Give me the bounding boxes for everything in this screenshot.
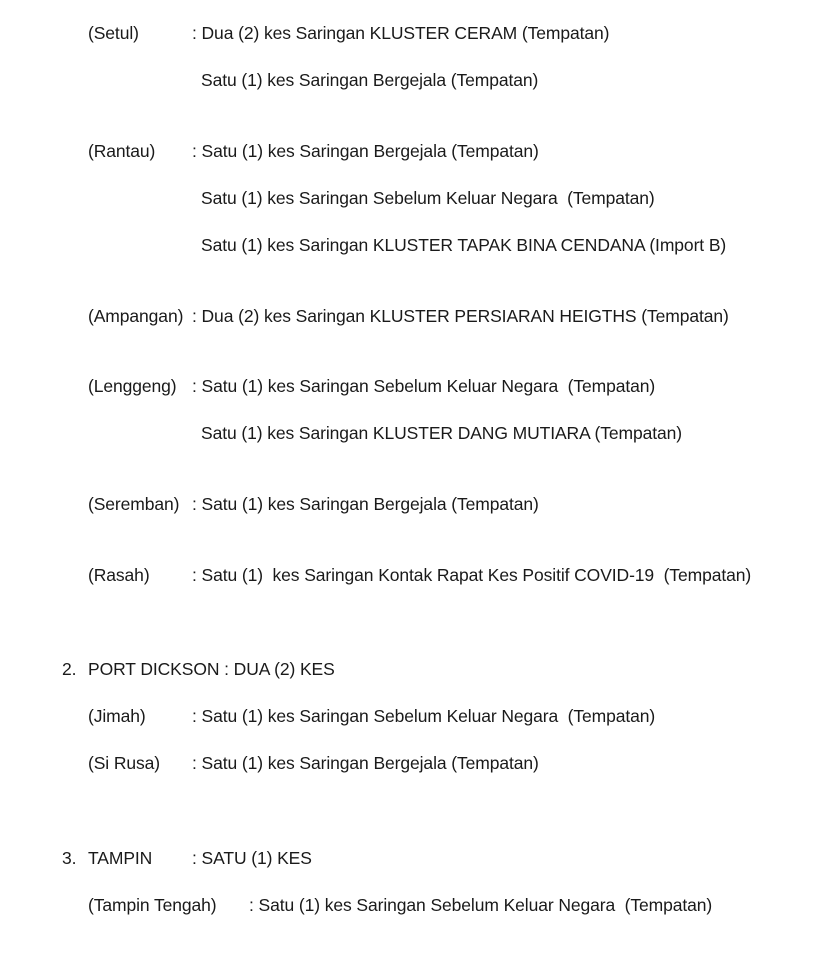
area-label-jimah: (Jimah): [88, 706, 146, 726]
area-label-setul: (Setul): [88, 23, 139, 43]
case-detail: : Satu (1) kes Saringan Sebelum Keluar Negara (Tempatan): [249, 895, 713, 915]
case-detail: Satu (1) kes Saringan Bergejala (Tempatan): [201, 70, 539, 90]
district-heading: TAMPIN: [88, 848, 153, 868]
case-detail: : Satu (1) kes Saringan Bergejala (Tempatan): [192, 494, 539, 514]
case-detail: : Dua (2) kes Saringan KLUSTER CERAM (Tempatan): [192, 23, 610, 43]
case-detail: Satu (1) kes Saringan Sebelum Keluar Negara (Tempatan): [201, 188, 655, 208]
case-detail: : Satu (1) kes Saringan Bergejala (Tempatan): [192, 141, 539, 161]
case-detail: : Satu (1) kes Saringan Bergejala (Tempatan): [192, 753, 539, 773]
case-detail: : Dua (2) kes Saringan KLUSTER PERSIARAN HEIGTHS (Tempatan): [192, 306, 729, 326]
case-detail: : Satu (1) kes Saringan Kontak Rapat Kes Positif COVID-19 (Tempatan): [192, 565, 752, 585]
area-label-rantau: (Rantau): [88, 141, 156, 161]
district-number: 2.: [62, 659, 77, 679]
area-label-si-rusa: (Si Rusa): [88, 753, 161, 773]
area-label-lenggeng: (Lenggeng): [88, 376, 177, 396]
district-heading: PORT DICKSON : DUA (2) KES: [88, 659, 335, 679]
case-detail: : Satu (1) kes Saringan Sebelum Keluar Negara (Tempatan): [192, 706, 656, 726]
district-number: 3.: [62, 848, 77, 868]
area-label-ampangan: (Ampangan): [88, 306, 184, 326]
area-label-seremban: (Seremban): [88, 494, 180, 514]
district-case-count: : SATU (1) KES: [192, 848, 312, 868]
area-label-tampin-tengah: (Tampin Tengah): [88, 895, 217, 915]
area-label-rasah: (Rasah): [88, 565, 150, 585]
case-detail: Satu (1) kes Saringan KLUSTER TAPAK BINA CENDANA (Import B): [201, 235, 727, 255]
case-detail: : Satu (1) kes Saringan Sebelum Keluar Negara (Tempatan): [192, 376, 656, 396]
case-detail: Satu (1) kes Saringan KLUSTER DANG MUTIARA (Tempatan): [201, 423, 682, 443]
